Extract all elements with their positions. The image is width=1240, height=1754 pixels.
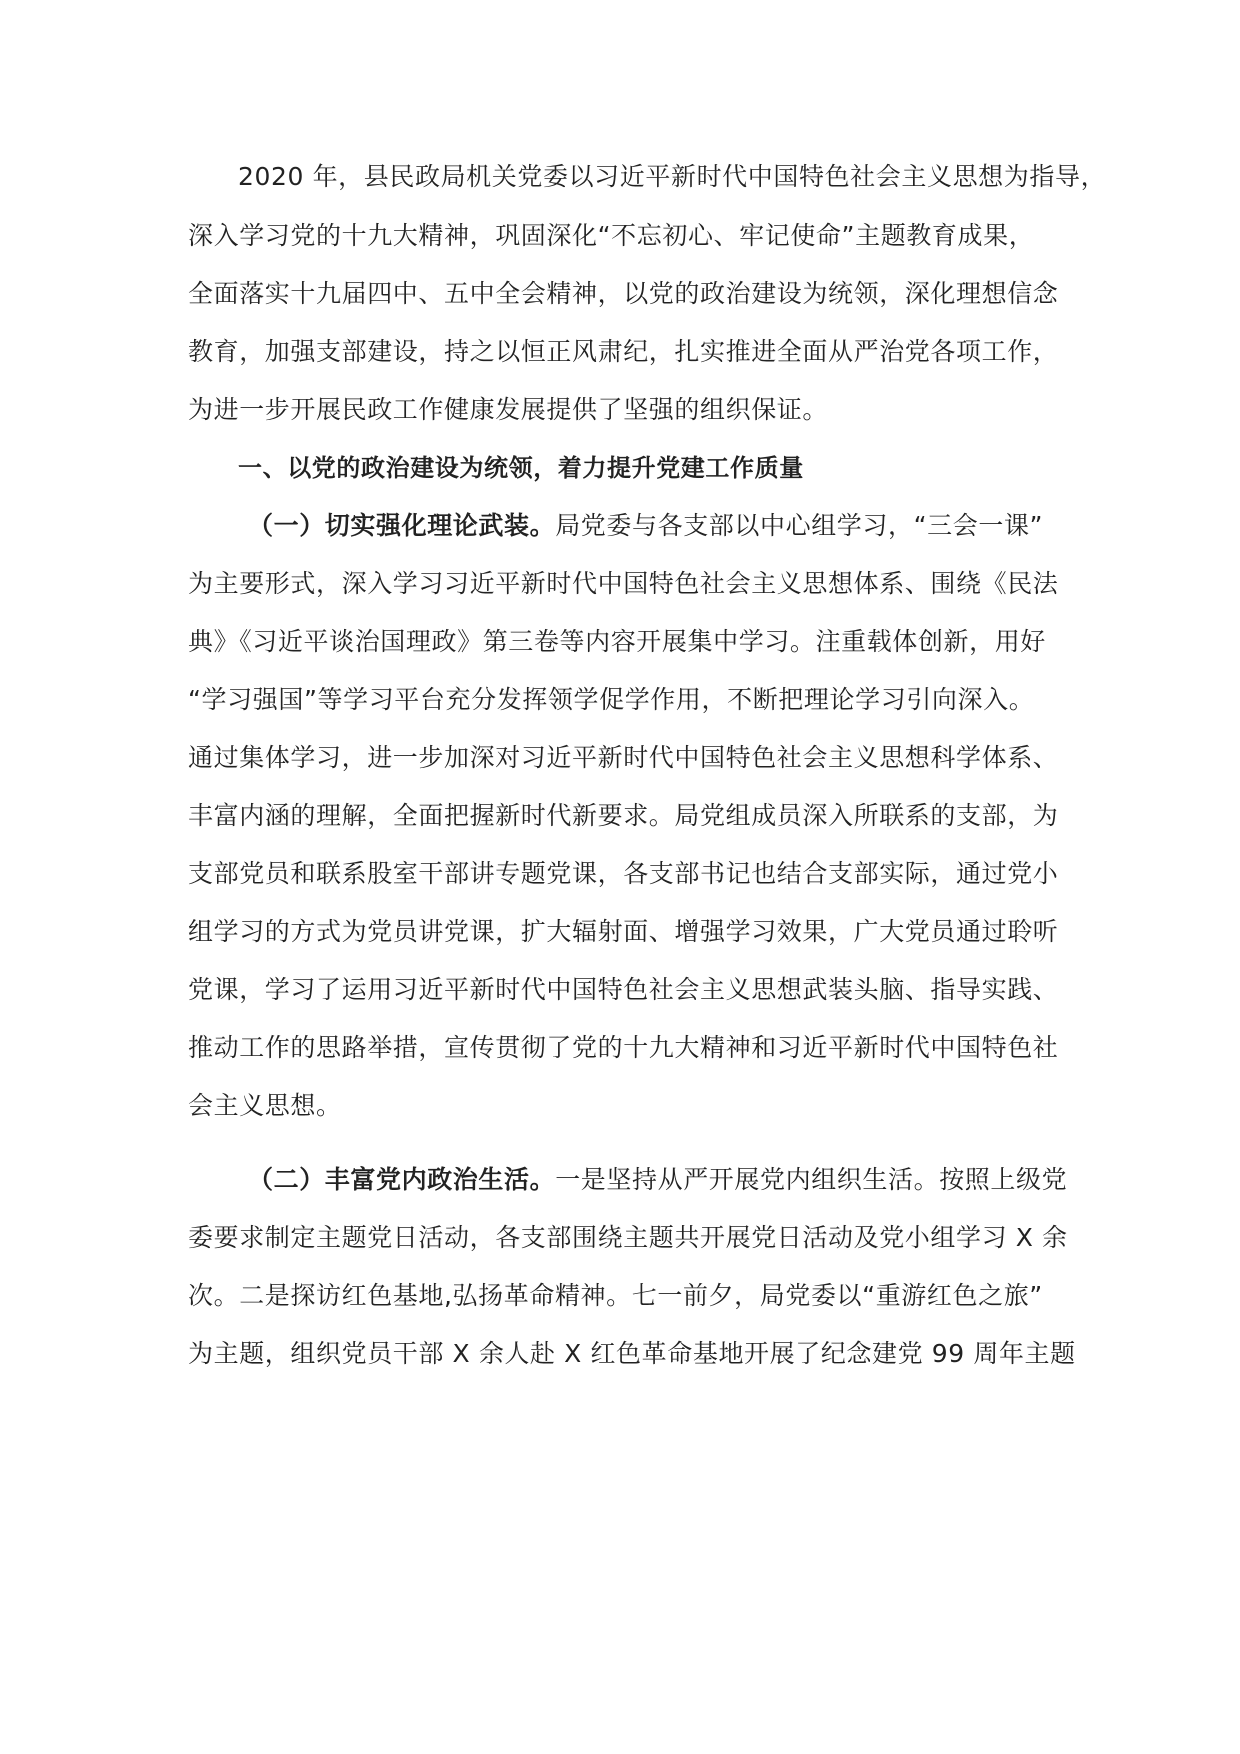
section-1-line: 典》《习近平谈治国理政》第三卷等内容开展集中学习。注重载体创新，用好 (188, 627, 1046, 656)
section-1-line: 为主要形式，深入学习习近平新时代中国特色社会主义思想体系、围绕《民法 (188, 569, 1059, 598)
section-1-line: 通过集体学习，进一步加深对习近平新时代中国特色社会主义思想科学体系、 (188, 743, 1059, 772)
section-1-lead-text: 局党委与各支部以中心组学习，“三会一课” (555, 511, 1044, 540)
paragraph-1-line-1: 2020 年，县民政局机关党委以习近平新时代中国特色社会主义思想为指导， (238, 162, 1107, 191)
section-1-title: （一）切实强化理论武装。 (248, 511, 556, 540)
section-2-line: 次。二是探访红色基地,弘扬革命精神。七一前夕，局党委以“重游红色之旅” (188, 1281, 1043, 1310)
section-2-line: 为主题，组织党员干部 X 余人赴 X 红色革命基地开展了纪念建党 99 周年主题 (188, 1339, 1076, 1368)
section-1-line: 推动工作的思路举措，宣传贯彻了党的十九大精神和习近平新时代中国特色社 (188, 1033, 1059, 1062)
paragraph-1-line-3: 全面落实十九届四中、五中全会精神，以党的政治建设为统领，深化理想信念 (188, 279, 1059, 308)
section-1-line: 支部党员和联系股室干部讲专题党课，各支部书记也结合支部实际，通过党小 (188, 859, 1059, 888)
section-1-line: “学习强国”等学习平台充分发挥领学促学作用，不断把理论学习引向深入。 (188, 685, 1035, 714)
paragraph-1-line-5: 为进一步开展民政工作健康发展提供了坚强的组织保证。 (188, 395, 829, 424)
section-heading-1: 一、以党的政治建设为统领，着力提升党建工作质量 (238, 454, 804, 482)
section-1-line: 党课，学习了运用习近平新时代中国特色社会主义思想武装头脑、指导实践、 (188, 975, 1059, 1004)
section-1-line: 丰富内涵的理解，全面把握新时代新要求。局党组成员深入所联系的支部，为 (188, 801, 1059, 830)
section-1-line: 会主义思想。 (188, 1091, 342, 1120)
paragraph-1-line-4: 教育，加强支部建设，持之以恒正风肃纪，扎实推进全面从严治党各项工作， (188, 337, 1059, 366)
paragraph-1-line-2: 深入学习党的十九大精神，巩固深化“不忘初心、牢记使命”主题教育成果， (188, 221, 1035, 250)
section-2-line: 委要求制定主题党日活动，各支部围绕主题共开展党日活动及党小组学习 X 余 (188, 1223, 1068, 1252)
section-1-line: 组学习的方式为党员讲党课，扩大辐射面、增强学习效果，广大党员通过聆听 (188, 917, 1059, 946)
section-2-first-line (248, 1163, 1067, 1197)
section-1-first-line (248, 509, 1043, 543)
section-2-title: （二）丰富党内政治生活。 (248, 1165, 556, 1194)
section-2-lead-text: 一是坚持从严开展党内组织生活。按照上级党 (555, 1165, 1068, 1194)
